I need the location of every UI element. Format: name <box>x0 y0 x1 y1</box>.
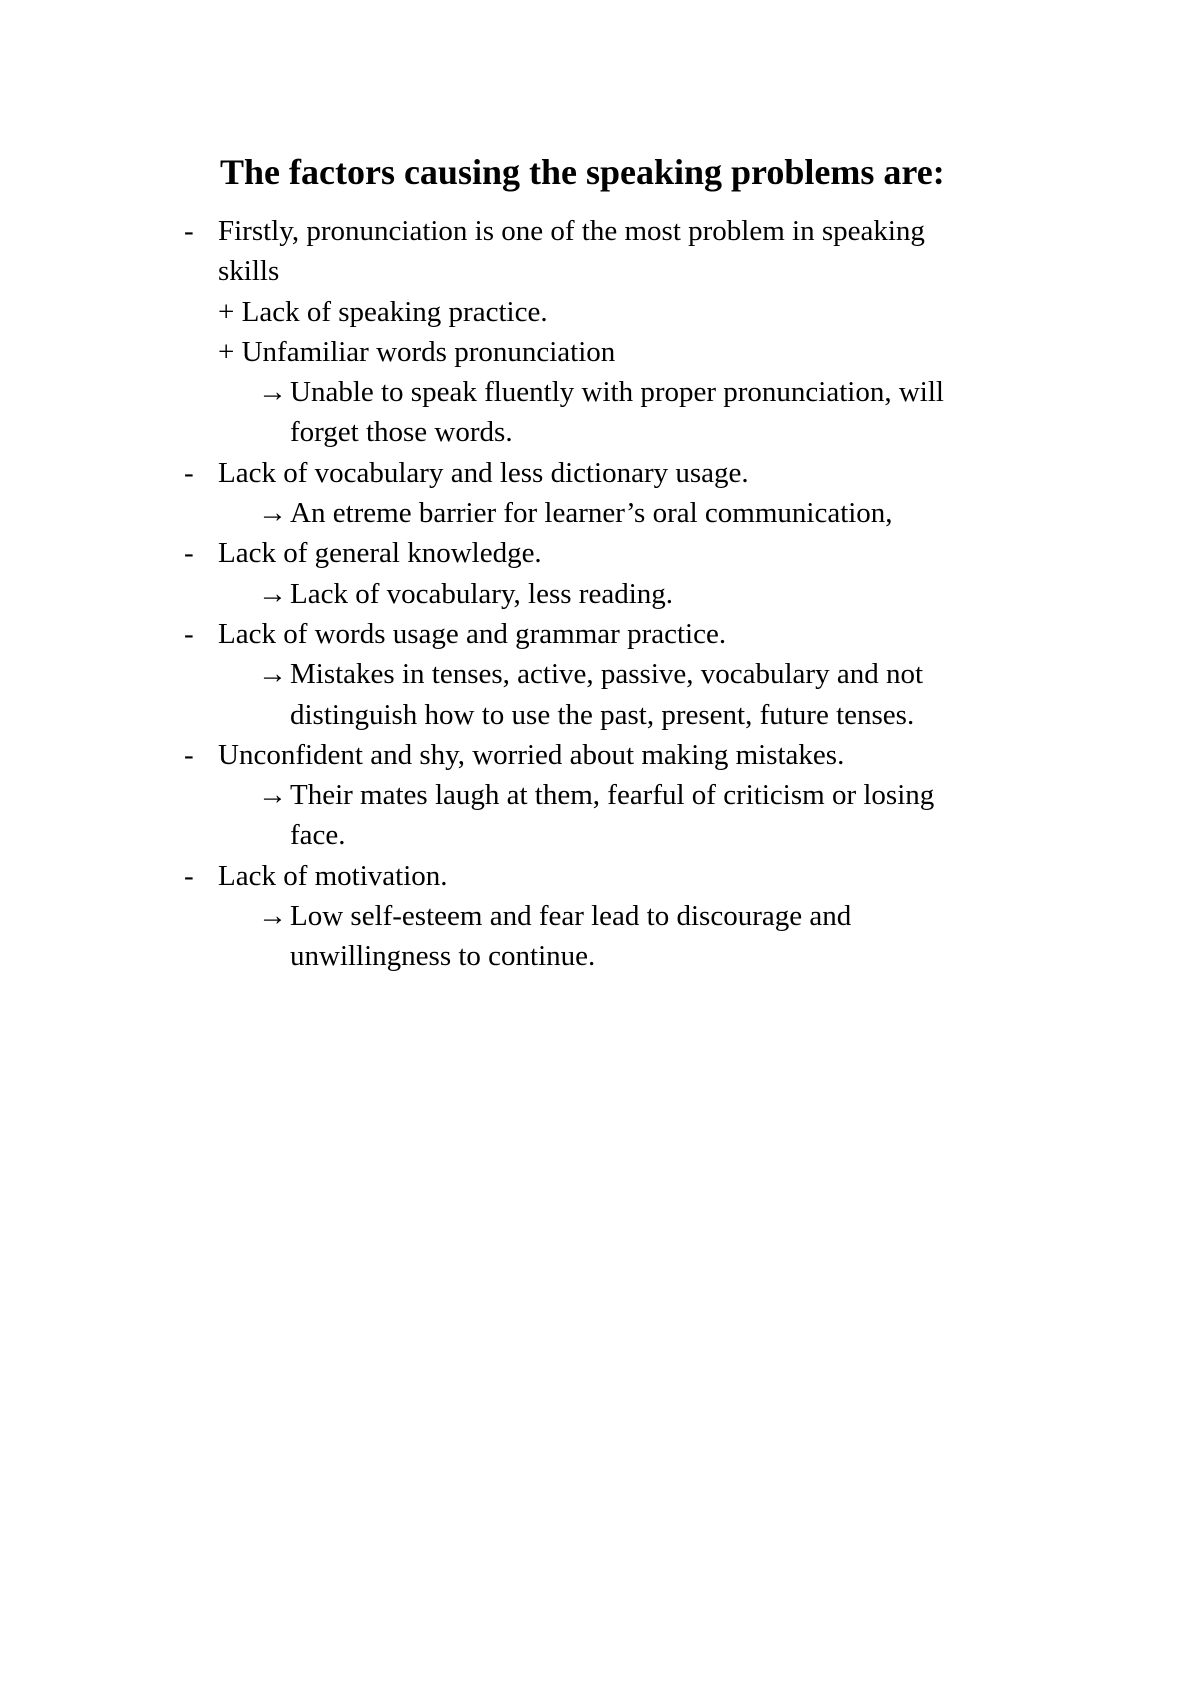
bullet-dash: - <box>184 537 194 570</box>
consequence-text: Low self-esteem and fear lead to discourage and <box>290 900 852 933</box>
text-line <box>0 251 1200 291</box>
sub-item-text: + Lack of speaking practice. <box>218 295 548 328</box>
bullet-text: Lack of words usage and grammar practice. <box>218 617 727 650</box>
text-line <box>0 332 1200 372</box>
text-line <box>0 453 1200 493</box>
text-line <box>0 412 1200 452</box>
consequence-text: Unable to speak fluently with proper pronunciation, will <box>290 376 944 409</box>
bullet-text: Firstly, pronunciation is one of the most problem in speaking <box>218 215 925 247</box>
sub-item-text: + Unfamiliar words pronunciation <box>218 335 616 368</box>
text-line <box>0 614 1200 654</box>
arrow-right-icon: → <box>258 658 287 691</box>
consequence-text-continued: forget those words. <box>290 416 513 449</box>
consequence-text: An etreme barrier for learner’s oral communication, <box>290 497 893 530</box>
arrow-right-icon: → <box>258 497 287 530</box>
arrow-right-icon: → <box>258 779 287 812</box>
bullet-text: Lack of general knowledge. <box>218 537 542 570</box>
consequence-text-continued: face. <box>290 819 346 852</box>
text-line <box>0 292 1200 332</box>
bullet-dash: - <box>184 617 194 650</box>
text-line <box>0 533 1200 573</box>
arrow-right-icon: → <box>258 577 287 610</box>
consequence-text: Their mates laugh at them, fearful of criticism or losing <box>290 779 935 812</box>
bullet-text: Lack of vocabulary and less dictionary usage. <box>218 456 749 489</box>
text-line <box>0 856 1200 896</box>
bullet-dash: - <box>184 738 194 771</box>
bullet-text: Lack of motivation. <box>218 859 448 892</box>
arrow-right-icon: → <box>258 376 287 409</box>
text-line <box>0 735 1200 775</box>
bullet-dash: - <box>184 859 194 892</box>
text-line <box>0 775 1200 815</box>
text-line <box>0 936 1200 976</box>
consequence-text-continued: distinguish how to use the past, present, future tenses. <box>290 698 915 731</box>
text-line <box>0 815 1200 855</box>
arrow-right-icon: → <box>258 900 287 933</box>
bullet-text-continued: skills <box>218 255 280 288</box>
text-line <box>0 493 1200 533</box>
text-line <box>0 211 1200 251</box>
text-line <box>0 574 1200 614</box>
text-line <box>0 372 1200 412</box>
bullet-text: Unconfident and shy, worried about making mistakes. <box>218 738 845 771</box>
text-line <box>0 654 1200 694</box>
document-body <box>0 211 1200 977</box>
bullet-dash: - <box>184 456 194 489</box>
bullet-dash: - <box>184 215 194 247</box>
page-title: The factors causing the speaking problems are: <box>220 152 945 192</box>
consequence-text: Lack of vocabulary, less reading. <box>290 577 674 610</box>
text-line <box>0 695 1200 735</box>
consequence-text: Mistakes in tenses, active, passive, vocabulary and not <box>290 658 924 691</box>
text-line <box>0 896 1200 936</box>
consequence-text-continued: unwillingness to continue. <box>290 940 596 973</box>
